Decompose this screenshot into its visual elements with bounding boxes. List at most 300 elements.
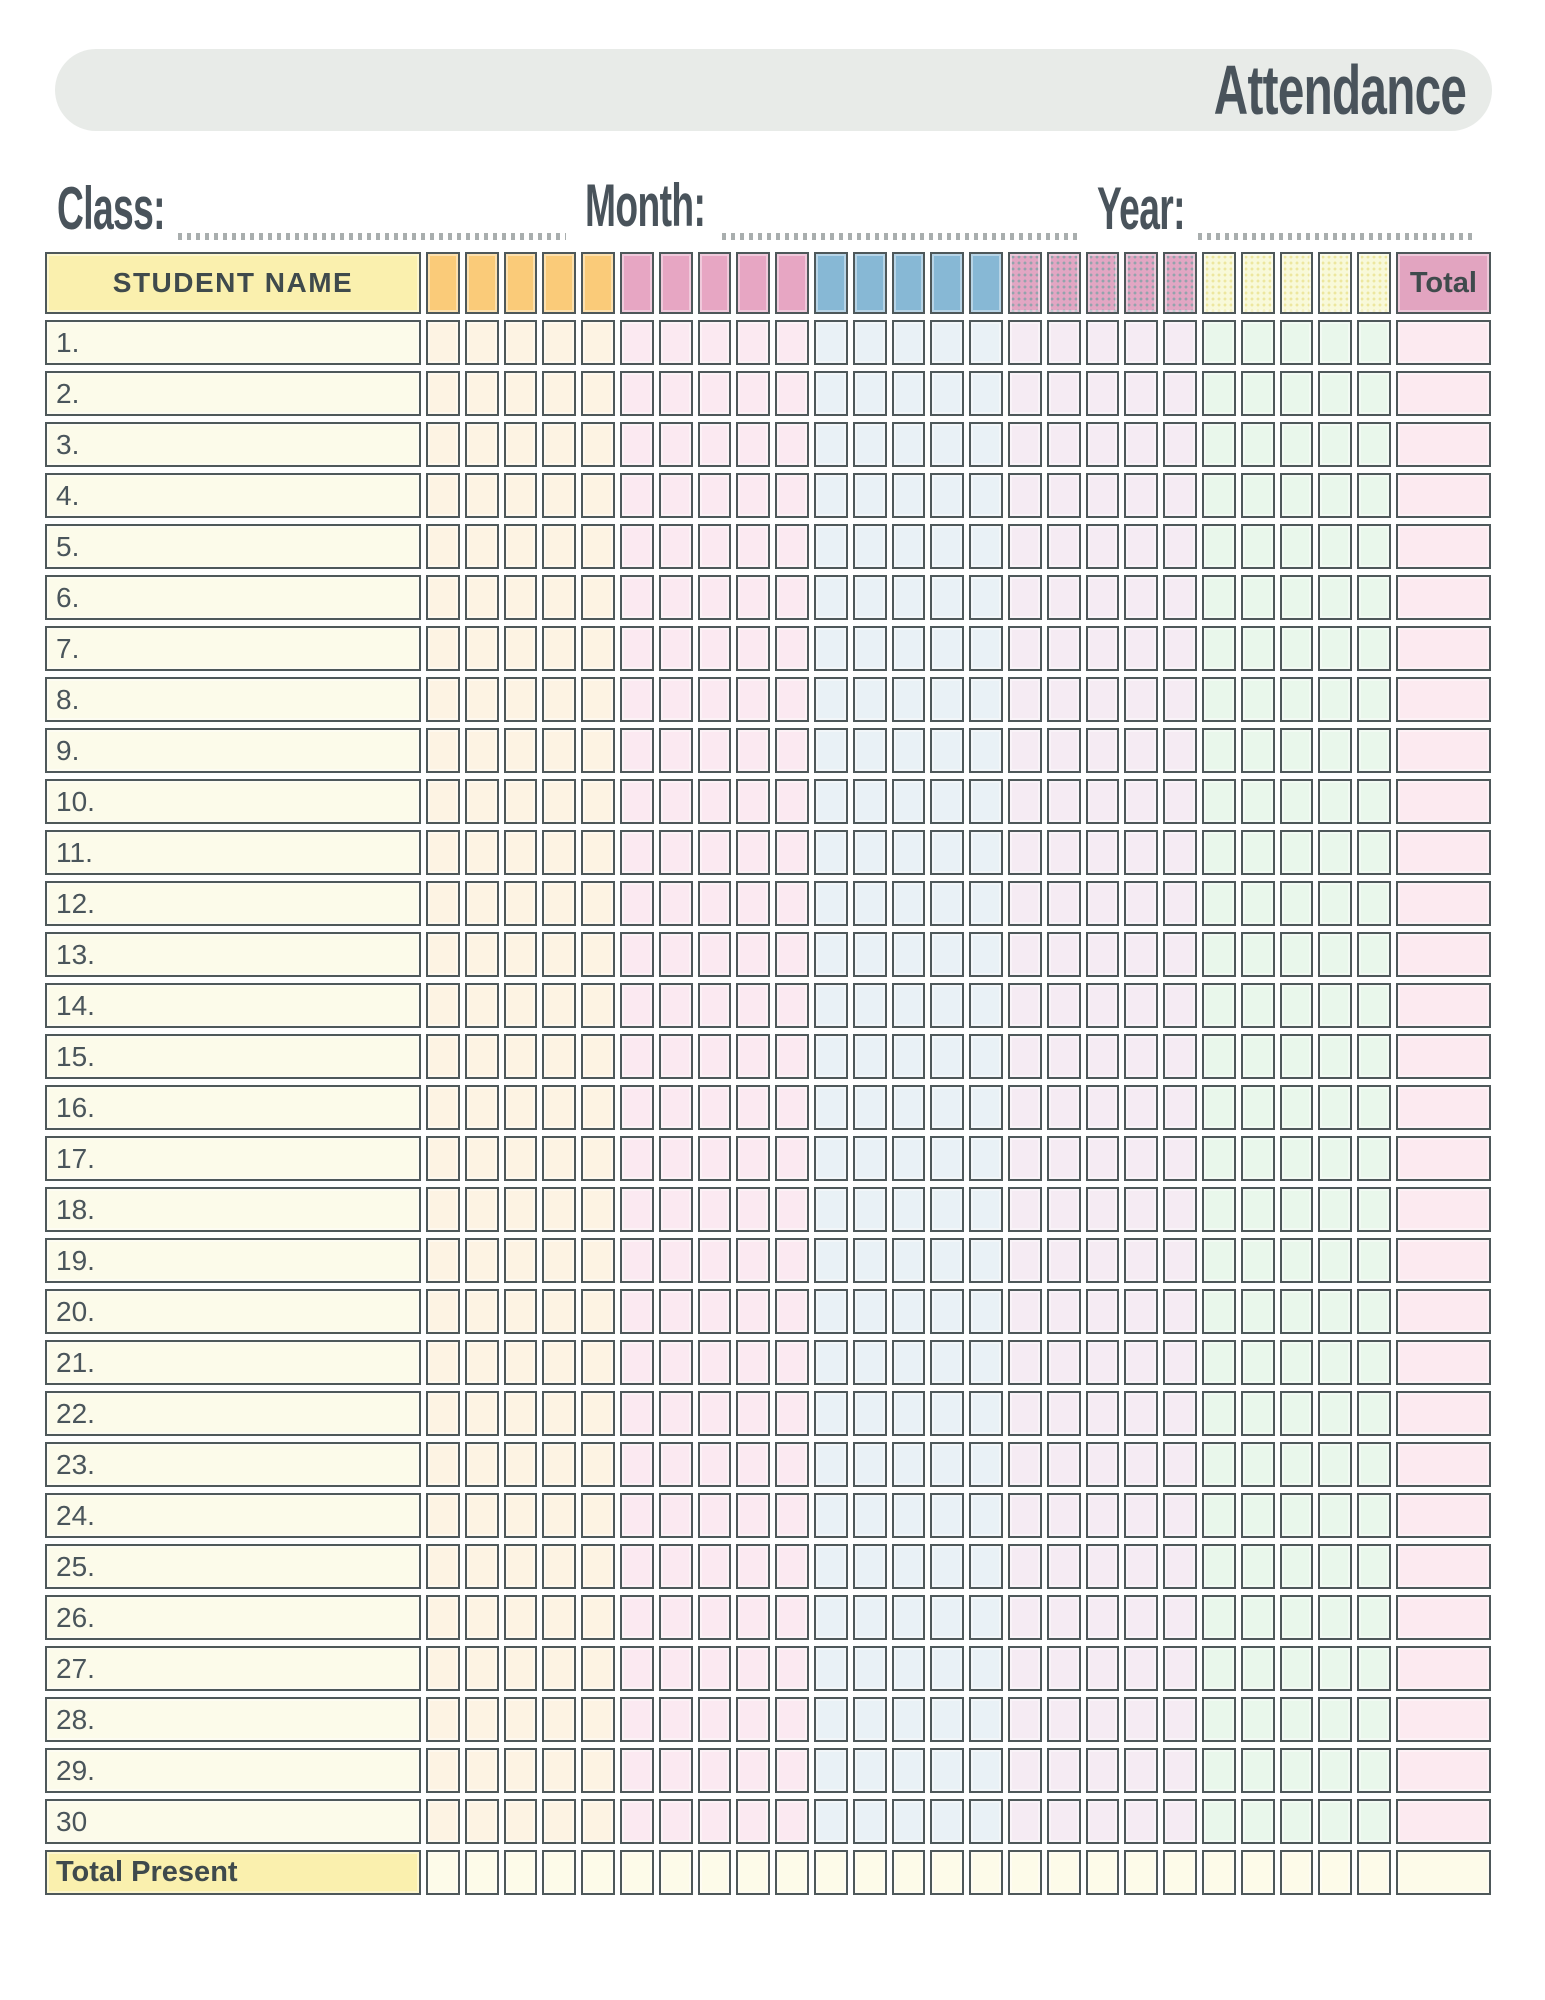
day-cell[interactable] — [1357, 1544, 1391, 1589]
day-cell[interactable] — [504, 932, 538, 977]
day-cell[interactable] — [1008, 1646, 1042, 1691]
day-cell[interactable] — [1047, 983, 1081, 1028]
day-cell[interactable] — [1008, 1493, 1042, 1538]
day-cell[interactable] — [465, 371, 499, 416]
day-cell[interactable] — [504, 422, 538, 467]
student-name-cell[interactable] — [45, 1748, 421, 1793]
day-cell[interactable] — [1163, 473, 1197, 518]
total-cell[interactable] — [1396, 1595, 1491, 1640]
day-cell[interactable] — [930, 1493, 964, 1538]
day-cell[interactable] — [620, 1238, 654, 1283]
total-cell[interactable] — [1396, 1799, 1491, 1844]
day-cell[interactable] — [426, 1493, 460, 1538]
day-cell[interactable] — [465, 983, 499, 1028]
day-cell[interactable] — [1318, 575, 1352, 620]
day-cell[interactable] — [1280, 1238, 1314, 1283]
day-cell[interactable] — [581, 422, 615, 467]
day-cell[interactable] — [1124, 524, 1158, 569]
day-cell[interactable] — [504, 1748, 538, 1793]
day-cell[interactable] — [1280, 1289, 1314, 1334]
day-cell[interactable] — [969, 1034, 1003, 1079]
day-cell[interactable] — [1357, 524, 1391, 569]
day-cell[interactable] — [892, 983, 926, 1028]
total-present-day-cell[interactable] — [426, 1850, 460, 1895]
day-cell[interactable] — [426, 1799, 460, 1844]
day-cell[interactable] — [1124, 473, 1158, 518]
day-cell[interactable] — [659, 1289, 693, 1334]
day-cell[interactable] — [659, 983, 693, 1028]
day-cell[interactable] — [1047, 473, 1081, 518]
day-cell[interactable] — [542, 524, 576, 569]
total-present-day-cell[interactable] — [465, 1850, 499, 1895]
day-cell[interactable] — [1163, 1034, 1197, 1079]
day-cell[interactable] — [698, 422, 732, 467]
day-cell[interactable] — [1318, 932, 1352, 977]
day-cell[interactable] — [1357, 932, 1391, 977]
day-cell[interactable] — [1047, 1697, 1081, 1742]
day-cell[interactable] — [1357, 1136, 1391, 1181]
day-cell[interactable] — [814, 1289, 848, 1334]
day-cell[interactable] — [542, 830, 576, 875]
day-cell[interactable] — [1318, 371, 1352, 416]
day-cell[interactable] — [1318, 1697, 1352, 1742]
day-cell[interactable] — [930, 422, 964, 467]
day-cell[interactable] — [426, 575, 460, 620]
day-cell[interactable] — [1008, 779, 1042, 824]
day-cell[interactable] — [892, 1391, 926, 1436]
day-cell[interactable] — [1047, 1238, 1081, 1283]
day-cell[interactable] — [659, 881, 693, 926]
day-cell[interactable] — [698, 320, 732, 365]
day-cell[interactable] — [620, 1391, 654, 1436]
day-cell[interactable] — [853, 1748, 887, 1793]
student-name-cell[interactable] — [45, 320, 421, 365]
day-cell[interactable] — [1008, 473, 1042, 518]
day-cell[interactable] — [465, 1748, 499, 1793]
day-cell[interactable] — [775, 779, 809, 824]
day-cell[interactable] — [930, 1238, 964, 1283]
day-cell[interactable] — [736, 575, 770, 620]
day-cell[interactable] — [1357, 626, 1391, 671]
total-cell[interactable] — [1396, 830, 1491, 875]
day-cell[interactable] — [659, 1799, 693, 1844]
day-cell[interactable] — [892, 1493, 926, 1538]
day-cell[interactable] — [814, 1187, 848, 1232]
day-cell[interactable] — [465, 473, 499, 518]
day-cell[interactable] — [969, 1697, 1003, 1742]
day-cell[interactable] — [620, 1340, 654, 1385]
day-cell[interactable] — [1357, 473, 1391, 518]
day-cell[interactable] — [1124, 1085, 1158, 1130]
day-cell[interactable] — [542, 1697, 576, 1742]
day-cell[interactable] — [1124, 983, 1158, 1028]
day-cell[interactable] — [542, 1442, 576, 1487]
day-cell[interactable] — [465, 422, 499, 467]
day-cell[interactable] — [969, 830, 1003, 875]
day-cell[interactable] — [1163, 422, 1197, 467]
day-cell[interactable] — [1241, 881, 1275, 926]
day-cell[interactable] — [426, 1289, 460, 1334]
day-cell[interactable] — [1202, 320, 1236, 365]
day-cell[interactable] — [698, 1238, 732, 1283]
day-cell[interactable] — [659, 473, 693, 518]
day-cell[interactable] — [775, 320, 809, 365]
day-cell[interactable] — [1163, 677, 1197, 722]
day-cell[interactable] — [1280, 932, 1314, 977]
day-cell[interactable] — [969, 371, 1003, 416]
student-name-cell[interactable] — [45, 1136, 421, 1181]
day-cell[interactable] — [542, 1187, 576, 1232]
day-cell[interactable] — [1202, 1034, 1236, 1079]
day-cell[interactable] — [620, 1697, 654, 1742]
student-name-cell[interactable] — [45, 1034, 421, 1079]
day-cell[interactable] — [1163, 1697, 1197, 1742]
day-cell[interactable] — [426, 1442, 460, 1487]
day-cell[interactable] — [1357, 677, 1391, 722]
day-cell[interactable] — [775, 626, 809, 671]
day-cell[interactable] — [1280, 320, 1314, 365]
day-cell[interactable] — [1008, 626, 1042, 671]
day-cell[interactable] — [1163, 1646, 1197, 1691]
day-cell[interactable] — [853, 830, 887, 875]
day-cell[interactable] — [1086, 1034, 1120, 1079]
day-cell[interactable] — [1086, 422, 1120, 467]
day-cell[interactable] — [426, 830, 460, 875]
day-cell[interactable] — [1241, 473, 1275, 518]
day-cell[interactable] — [892, 1085, 926, 1130]
day-cell[interactable] — [659, 1034, 693, 1079]
day-cell[interactable] — [620, 575, 654, 620]
day-cell[interactable] — [775, 1442, 809, 1487]
student-name-cell[interactable] — [45, 1085, 421, 1130]
day-cell[interactable] — [1086, 881, 1120, 926]
day-cell[interactable] — [930, 677, 964, 722]
day-cell[interactable] — [775, 830, 809, 875]
day-cell[interactable] — [581, 1544, 615, 1589]
day-cell[interactable] — [1008, 422, 1042, 467]
day-cell[interactable] — [504, 1034, 538, 1079]
day-cell[interactable] — [1280, 371, 1314, 416]
day-cell[interactable] — [698, 371, 732, 416]
day-cell[interactable] — [1086, 677, 1120, 722]
day-cell[interactable] — [542, 1391, 576, 1436]
day-cell[interactable] — [853, 1238, 887, 1283]
day-cell[interactable] — [930, 320, 964, 365]
day-cell[interactable] — [1163, 371, 1197, 416]
day-cell[interactable] — [775, 1085, 809, 1130]
day-cell[interactable] — [1047, 422, 1081, 467]
day-cell[interactable] — [736, 1595, 770, 1640]
day-cell[interactable] — [465, 1391, 499, 1436]
day-cell[interactable] — [1280, 473, 1314, 518]
day-cell[interactable] — [1241, 1493, 1275, 1538]
total-present-total-cell[interactable] — [1396, 1850, 1491, 1895]
day-cell[interactable] — [969, 626, 1003, 671]
day-cell[interactable] — [736, 830, 770, 875]
day-cell[interactable] — [1357, 1391, 1391, 1436]
day-cell[interactable] — [542, 1289, 576, 1334]
day-cell[interactable] — [542, 473, 576, 518]
day-cell[interactable] — [969, 524, 1003, 569]
total-cell[interactable] — [1396, 881, 1491, 926]
student-name-cell[interactable] — [45, 1697, 421, 1742]
day-cell[interactable] — [1086, 524, 1120, 569]
day-cell[interactable] — [426, 524, 460, 569]
day-cell[interactable] — [1318, 320, 1352, 365]
day-cell[interactable] — [581, 1238, 615, 1283]
day-cell[interactable] — [698, 1799, 732, 1844]
day-cell[interactable] — [1086, 371, 1120, 416]
day-cell[interactable] — [814, 1646, 848, 1691]
day-cell[interactable] — [892, 1187, 926, 1232]
day-cell[interactable] — [1202, 575, 1236, 620]
day-cell[interactable] — [892, 1136, 926, 1181]
day-cell[interactable] — [1357, 1187, 1391, 1232]
day-cell[interactable] — [775, 1544, 809, 1589]
day-cell[interactable] — [1124, 1748, 1158, 1793]
day-cell[interactable] — [465, 1595, 499, 1640]
day-cell[interactable] — [581, 1646, 615, 1691]
day-cell[interactable] — [1241, 1799, 1275, 1844]
day-cell[interactable] — [814, 575, 848, 620]
day-cell[interactable] — [1241, 1238, 1275, 1283]
day-cell[interactable] — [1318, 1289, 1352, 1334]
day-cell[interactable] — [1008, 932, 1042, 977]
day-cell[interactable] — [698, 1340, 732, 1385]
day-cell[interactable] — [1047, 1799, 1081, 1844]
day-cell[interactable] — [581, 1085, 615, 1130]
total-present-day-cell[interactable] — [1086, 1850, 1120, 1895]
day-cell[interactable] — [504, 1544, 538, 1589]
day-cell[interactable] — [542, 1340, 576, 1385]
day-cell[interactable] — [581, 524, 615, 569]
day-cell[interactable] — [969, 1544, 1003, 1589]
day-cell[interactable] — [892, 779, 926, 824]
day-cell[interactable] — [504, 830, 538, 875]
day-cell[interactable] — [1280, 626, 1314, 671]
day-cell[interactable] — [930, 1595, 964, 1640]
day-cell[interactable] — [1124, 1544, 1158, 1589]
day-cell[interactable] — [969, 1136, 1003, 1181]
day-cell[interactable] — [504, 575, 538, 620]
total-present-day-cell[interactable] — [581, 1850, 615, 1895]
day-cell[interactable] — [620, 1646, 654, 1691]
day-cell[interactable] — [1124, 1391, 1158, 1436]
total-cell[interactable] — [1396, 1646, 1491, 1691]
day-cell[interactable] — [581, 1340, 615, 1385]
total-cell[interactable] — [1396, 779, 1491, 824]
day-cell[interactable] — [620, 1034, 654, 1079]
day-cell[interactable] — [426, 1391, 460, 1436]
day-cell[interactable] — [1124, 830, 1158, 875]
day-cell[interactable] — [1086, 1544, 1120, 1589]
day-cell[interactable] — [892, 422, 926, 467]
day-cell[interactable] — [736, 524, 770, 569]
day-cell[interactable] — [775, 1034, 809, 1079]
day-cell[interactable] — [1280, 524, 1314, 569]
day-cell[interactable] — [1047, 1493, 1081, 1538]
day-cell[interactable] — [1280, 1799, 1314, 1844]
day-cell[interactable] — [581, 932, 615, 977]
student-name-cell[interactable] — [45, 575, 421, 620]
day-cell[interactable] — [1008, 728, 1042, 773]
day-cell[interactable] — [1086, 575, 1120, 620]
total-cell[interactable] — [1396, 626, 1491, 671]
total-present-day-cell[interactable] — [853, 1850, 887, 1895]
day-cell[interactable] — [1163, 1085, 1197, 1130]
day-cell[interactable] — [1202, 1595, 1236, 1640]
day-cell[interactable] — [1008, 1238, 1042, 1283]
day-cell[interactable] — [736, 1034, 770, 1079]
day-cell[interactable] — [930, 524, 964, 569]
day-cell[interactable] — [1202, 1646, 1236, 1691]
day-cell[interactable] — [504, 1340, 538, 1385]
day-cell[interactable] — [775, 1748, 809, 1793]
day-cell[interactable] — [736, 320, 770, 365]
day-cell[interactable] — [1163, 1187, 1197, 1232]
student-name-cell[interactable] — [45, 1391, 421, 1436]
day-cell[interactable] — [1280, 422, 1314, 467]
day-cell[interactable] — [1202, 371, 1236, 416]
day-cell[interactable] — [775, 1289, 809, 1334]
day-cell[interactable] — [465, 320, 499, 365]
day-cell[interactable] — [1008, 1595, 1042, 1640]
day-cell[interactable] — [504, 983, 538, 1028]
day-cell[interactable] — [465, 1289, 499, 1334]
day-cell[interactable] — [930, 371, 964, 416]
day-cell[interactable] — [1357, 728, 1391, 773]
day-cell[interactable] — [659, 779, 693, 824]
day-cell[interactable] — [1124, 1034, 1158, 1079]
day-cell[interactable] — [581, 1493, 615, 1538]
day-cell[interactable] — [1280, 983, 1314, 1028]
day-cell[interactable] — [542, 881, 576, 926]
total-present-day-cell[interactable] — [1280, 1850, 1314, 1895]
student-name-cell[interactable] — [45, 1187, 421, 1232]
day-cell[interactable] — [775, 473, 809, 518]
day-cell[interactable] — [426, 1136, 460, 1181]
day-cell[interactable] — [1280, 575, 1314, 620]
day-cell[interactable] — [1124, 1136, 1158, 1181]
day-cell[interactable] — [930, 473, 964, 518]
day-cell[interactable] — [1280, 677, 1314, 722]
day-cell[interactable] — [698, 575, 732, 620]
day-cell[interactable] — [853, 1289, 887, 1334]
day-cell[interactable] — [775, 1187, 809, 1232]
day-cell[interactable] — [736, 779, 770, 824]
day-cell[interactable] — [1163, 1595, 1197, 1640]
day-cell[interactable] — [1280, 881, 1314, 926]
day-cell[interactable] — [892, 473, 926, 518]
total-present-day-cell[interactable] — [659, 1850, 693, 1895]
student-name-cell[interactable] — [45, 626, 421, 671]
day-cell[interactable] — [1241, 1595, 1275, 1640]
day-cell[interactable] — [1008, 371, 1042, 416]
day-cell[interactable] — [1357, 1238, 1391, 1283]
day-cell[interactable] — [1241, 320, 1275, 365]
day-cell[interactable] — [1357, 371, 1391, 416]
total-present-day-cell[interactable] — [620, 1850, 654, 1895]
total-cell[interactable] — [1396, 371, 1491, 416]
day-cell[interactable] — [892, 1289, 926, 1334]
day-cell[interactable] — [930, 1442, 964, 1487]
day-cell[interactable] — [504, 1391, 538, 1436]
day-cell[interactable] — [853, 575, 887, 620]
day-cell[interactable] — [775, 677, 809, 722]
total-present-day-cell[interactable] — [1163, 1850, 1197, 1895]
day-cell[interactable] — [426, 371, 460, 416]
day-cell[interactable] — [814, 1136, 848, 1181]
day-cell[interactable] — [736, 371, 770, 416]
day-cell[interactable] — [581, 1187, 615, 1232]
day-cell[interactable] — [1202, 1340, 1236, 1385]
day-cell[interactable] — [504, 1493, 538, 1538]
day-cell[interactable] — [736, 1136, 770, 1181]
day-cell[interactable] — [542, 1646, 576, 1691]
day-cell[interactable] — [1241, 1748, 1275, 1793]
day-cell[interactable] — [930, 1187, 964, 1232]
day-cell[interactable] — [504, 1289, 538, 1334]
day-cell[interactable] — [1280, 1697, 1314, 1742]
day-cell[interactable] — [1086, 1748, 1120, 1793]
day-cell[interactable] — [930, 1391, 964, 1436]
day-cell[interactable] — [736, 1697, 770, 1742]
day-cell[interactable] — [969, 1391, 1003, 1436]
day-cell[interactable] — [969, 1289, 1003, 1334]
day-cell[interactable] — [465, 677, 499, 722]
day-cell[interactable] — [1008, 1136, 1042, 1181]
day-cell[interactable] — [1280, 1544, 1314, 1589]
day-cell[interactable] — [814, 779, 848, 824]
day-cell[interactable] — [698, 1697, 732, 1742]
total-present-day-cell[interactable] — [504, 1850, 538, 1895]
day-cell[interactable] — [1163, 728, 1197, 773]
day-cell[interactable] — [426, 779, 460, 824]
day-cell[interactable] — [542, 728, 576, 773]
day-cell[interactable] — [1357, 1595, 1391, 1640]
day-cell[interactable] — [736, 677, 770, 722]
day-cell[interactable] — [736, 1493, 770, 1538]
day-cell[interactable] — [1357, 983, 1391, 1028]
day-cell[interactable] — [1357, 1034, 1391, 1079]
day-cell[interactable] — [1318, 779, 1352, 824]
total-cell[interactable] — [1396, 1289, 1491, 1334]
day-cell[interactable] — [465, 1034, 499, 1079]
day-cell[interactable] — [581, 1799, 615, 1844]
day-cell[interactable] — [1163, 881, 1197, 926]
day-cell[interactable] — [1047, 524, 1081, 569]
total-cell[interactable] — [1396, 1748, 1491, 1793]
day-cell[interactable] — [853, 1697, 887, 1742]
day-cell[interactable] — [1241, 830, 1275, 875]
day-cell[interactable] — [1163, 1136, 1197, 1181]
day-cell[interactable] — [1241, 1646, 1275, 1691]
day-cell[interactable] — [1008, 1748, 1042, 1793]
day-cell[interactable] — [1124, 1493, 1158, 1538]
day-cell[interactable] — [1086, 1442, 1120, 1487]
day-cell[interactable] — [1163, 1340, 1197, 1385]
day-cell[interactable] — [853, 881, 887, 926]
day-cell[interactable] — [1357, 830, 1391, 875]
day-cell[interactable] — [1163, 1289, 1197, 1334]
day-cell[interactable] — [465, 626, 499, 671]
day-cell[interactable] — [659, 728, 693, 773]
day-cell[interactable] — [1357, 881, 1391, 926]
day-cell[interactable] — [426, 1646, 460, 1691]
day-cell[interactable] — [736, 1340, 770, 1385]
student-name-cell[interactable] — [45, 1238, 421, 1283]
day-cell[interactable] — [814, 1493, 848, 1538]
